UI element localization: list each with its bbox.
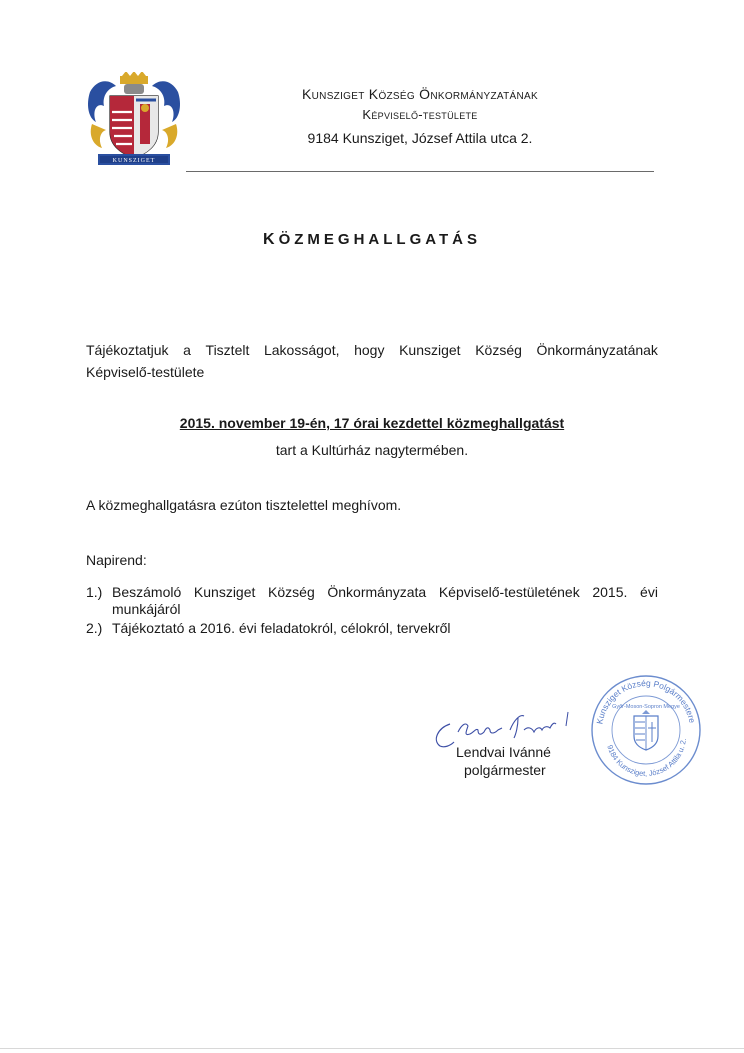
agenda-word: Önkormányzata [327, 584, 427, 600]
stamp-inner-text: Győr-Moson-Sopron Megye [612, 704, 680, 710]
agenda-item-text [112, 620, 658, 637]
agenda-list [86, 584, 658, 639]
agenda-item [86, 620, 658, 637]
agenda-item-line1 [112, 620, 658, 637]
agenda-item-number: 1.) [86, 584, 103, 600]
agenda-word: Beszámoló [112, 584, 182, 600]
signatory-name: Lendvai Ivánné [456, 744, 551, 760]
invitation-text: A közmeghallgatásra ezúton tisztelettel meghívom. [86, 497, 402, 513]
event-location: tart a Kultúrház nagytermében. [275, 442, 469, 458]
intro-word: Tájékoztatjuk [86, 342, 169, 358]
agenda-word: Község [268, 584, 315, 600]
agenda-word: évi [640, 584, 658, 600]
intro-paragraph [86, 339, 658, 383]
intro-line1 [86, 339, 658, 361]
svg-text:KUNSZIGET: KUNSZIGET [112, 158, 156, 164]
agenda-word: Tájékoztató a 2016. évi feladatokról, célokról, tervekről [112, 620, 451, 636]
intro-word: Község [475, 342, 522, 358]
stamp-outer-text: Kunsziget Község Polgármestere [594, 677, 698, 725]
intro-word: a [183, 342, 191, 358]
official-stamp [588, 672, 704, 788]
org-name-line2: Képviselő-testülete [362, 107, 478, 122]
agenda-item-number: 2.) [86, 620, 103, 636]
letterhead [240, 86, 600, 150]
agenda-item-line2: munkájáról [112, 601, 181, 617]
agenda-word: 2015. [592, 584, 628, 600]
stamp-bottom-text: 9184 Kunsziget, József Attila u. 2. [605, 737, 688, 779]
intro-word: Lakosságot, [263, 342, 340, 358]
org-name-line1: Kunsziget Község Önkormányzatának [302, 86, 538, 102]
intro-word: Tisztelt [205, 342, 250, 358]
page-bottom-edge [0, 1048, 744, 1049]
header-divider [186, 171, 654, 172]
agenda-item [86, 584, 658, 618]
intro-word: hogy [354, 342, 385, 358]
intro-word: Kunsziget [399, 342, 461, 358]
agenda-item-text [112, 584, 658, 618]
document-title: KÖZMEGHALLGATÁS [263, 231, 481, 248]
agenda-item-line1 [112, 584, 658, 601]
agenda-word: Képviselő-testületének [438, 584, 580, 600]
agenda-word: Kunsziget [193, 584, 256, 600]
coat-of-arms-logo [86, 72, 182, 172]
intro-word: Önkormányzatának [536, 342, 658, 358]
svg-text:9184 Kunsziget, József Attila [605, 738, 688, 778]
signatory-title: polgármester [464, 762, 546, 778]
agenda-heading: Napirend: [86, 552, 147, 568]
event-date-time: 2015. november 19-én, 17 órai kezdettel közmeghallgatást [179, 415, 565, 431]
intro-line2: Képviselő-testülete [86, 364, 205, 380]
org-address: 9184 Kunsziget, József Attila utca 2. [307, 130, 533, 146]
